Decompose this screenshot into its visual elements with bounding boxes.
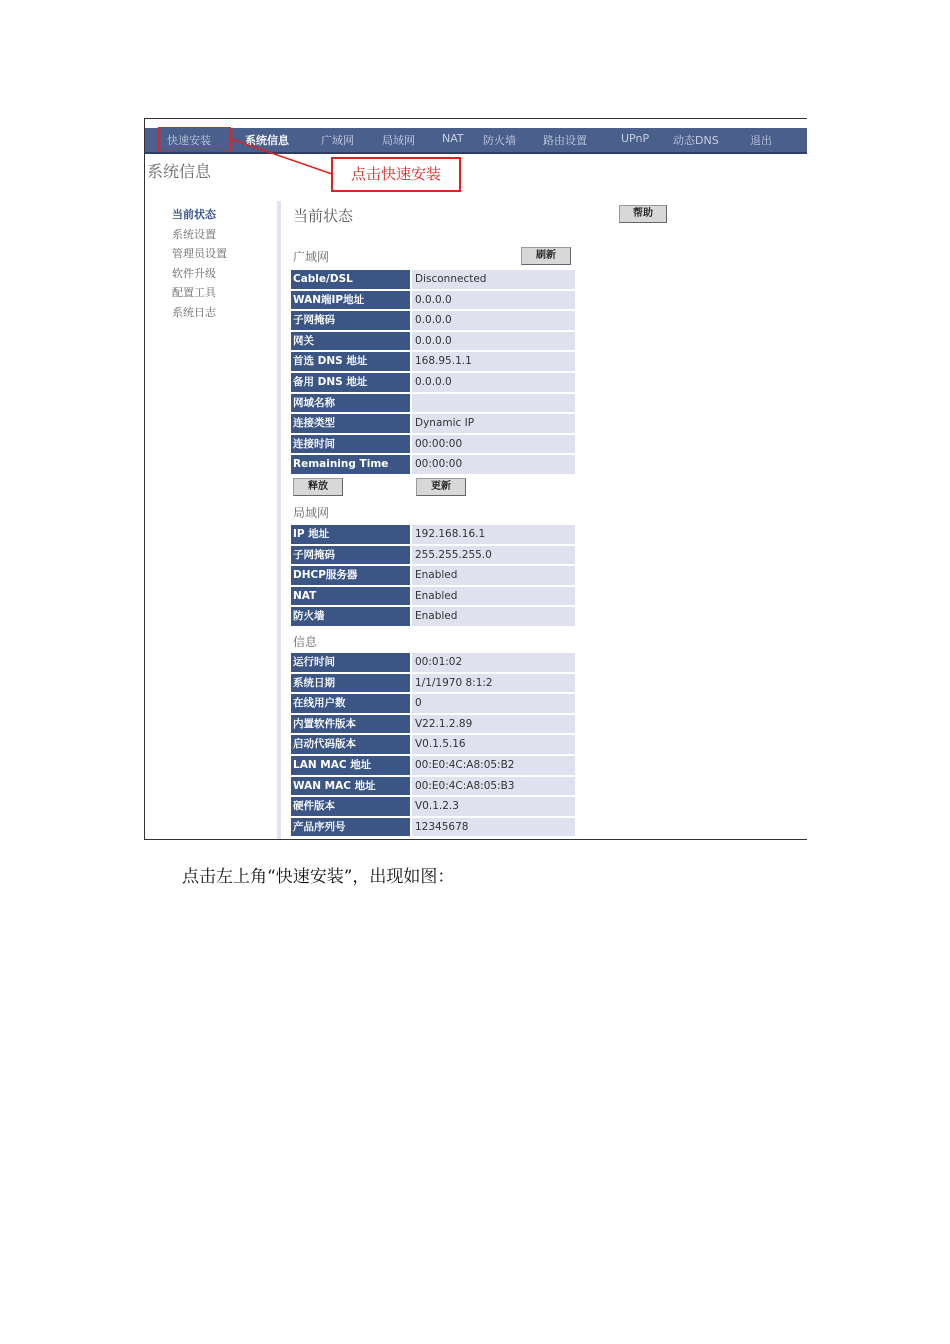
table-row	[291, 435, 575, 456]
row-value: 00:E0:4C:A8:05:B3	[412, 777, 575, 798]
table-row	[291, 694, 575, 715]
table-row	[291, 455, 575, 476]
row-value: Enabled	[412, 566, 575, 587]
table-row	[291, 546, 575, 567]
nav-routing[interactable]: 路由设置	[543, 134, 587, 147]
row-value: V22.1.2.89	[412, 715, 575, 736]
row-value: 192.168.16.1	[412, 525, 575, 546]
row-value: V0.1.5.16	[412, 735, 575, 756]
row-value: Disconnected	[412, 270, 575, 291]
row-label: 备用 DNS 地址	[291, 373, 412, 394]
row-label: Remaining Time	[291, 455, 412, 476]
nav-upnp[interactable]: UPnP	[621, 132, 650, 145]
table-row	[291, 653, 575, 674]
row-label: 产品序列号	[291, 818, 412, 839]
sidebar-item-admin-settings[interactable]: 管理员设置	[172, 247, 227, 260]
sidebar-item-config-tools[interactable]: 配置工具	[172, 286, 216, 299]
row-label: 防火墙	[291, 607, 412, 628]
row-label: 子网掩码	[291, 546, 412, 567]
row-label: 网关	[291, 332, 412, 353]
row-value: 0	[412, 694, 575, 715]
row-label: 网域名称	[291, 394, 412, 415]
nav-system-info[interactable]: 系统信息	[245, 134, 289, 147]
wan-group-title: 广域网	[293, 250, 330, 264]
table-row	[291, 777, 575, 798]
table-row	[291, 373, 575, 394]
help-button[interactable]: 帮助	[619, 205, 667, 223]
nav-ddns[interactable]: 动态DNS	[673, 134, 719, 147]
section-title: 当前状态	[293, 207, 354, 225]
row-label: NAT	[291, 587, 412, 608]
row-value: 0.0.0.0	[412, 311, 575, 332]
router-screenshot	[144, 118, 807, 840]
row-value: 0.0.0.0	[412, 332, 575, 353]
lan-table	[291, 525, 575, 628]
row-label: DHCP服务器	[291, 566, 412, 587]
row-value: 0.0.0.0	[412, 291, 575, 312]
table-row	[291, 818, 575, 839]
table-row	[291, 291, 575, 312]
sidebar-item-firmware-upgrade[interactable]: 软件升级	[172, 266, 216, 280]
table-row	[291, 566, 575, 587]
table-row	[291, 332, 575, 353]
callout-leader-line	[145, 119, 807, 209]
nav-lan[interactable]: 局域网	[382, 134, 415, 147]
table-row	[291, 311, 575, 332]
sidebar-item-current-status[interactable]: 当前状态	[172, 208, 216, 221]
row-label: WAN端IP地址	[291, 291, 412, 312]
row-value: 255.255.255.0	[412, 546, 575, 567]
info-table	[291, 653, 575, 838]
table-row	[291, 735, 575, 756]
row-label: 连接时间	[291, 435, 412, 456]
row-value	[412, 394, 575, 415]
table-row	[291, 715, 575, 736]
row-label: 启动代码版本	[291, 735, 412, 756]
row-value: 168.95.1.1	[412, 352, 575, 373]
callout-label: 点击快速安装	[331, 157, 461, 192]
release-button[interactable]: 释放	[293, 478, 343, 496]
nav-wan[interactable]: 广域网	[321, 134, 354, 147]
table-row	[291, 756, 575, 777]
row-label: 连接类型	[291, 414, 412, 435]
table-row	[291, 674, 575, 695]
row-label: 首选 DNS 地址	[291, 352, 412, 373]
row-label: 子网掩码	[291, 311, 412, 332]
row-label: 硬件版本	[291, 797, 412, 818]
row-value: 00:00:00	[412, 435, 575, 456]
row-label: 系统日期	[291, 674, 412, 695]
row-label: 运行时间	[291, 653, 412, 674]
sidebar-item-system-settings[interactable]: 系统设置	[172, 227, 216, 241]
row-value: Enabled	[412, 607, 575, 628]
table-row	[291, 797, 575, 818]
row-value: 1/1/1970 8:1:2	[412, 674, 575, 695]
nav-logout[interactable]: 退出	[750, 134, 772, 147]
table-row	[291, 414, 575, 435]
table-row	[291, 525, 575, 546]
row-value: 00:01:02	[412, 653, 575, 674]
table-row	[291, 352, 575, 373]
wan-table	[291, 270, 575, 476]
table-row	[291, 587, 575, 608]
row-value: Enabled	[412, 587, 575, 608]
row-value: 0.0.0.0	[412, 373, 575, 394]
info-group-title: 信息	[293, 635, 318, 649]
row-label: IP 地址	[291, 525, 412, 546]
row-value: Dynamic IP	[412, 414, 575, 435]
refresh-button[interactable]: 刷新	[521, 247, 571, 265]
sidebar-menu	[172, 205, 227, 322]
row-value: 00:00:00	[412, 455, 575, 476]
column-divider	[277, 201, 281, 840]
row-value: 12345678	[412, 818, 575, 839]
row-label: LAN MAC 地址	[291, 756, 412, 777]
row-label: 在线用户数	[291, 694, 412, 715]
caption-text: 点击左上角“快速安装”，出现如图：	[182, 867, 455, 887]
nav-nat[interactable]: NAT	[442, 132, 464, 145]
row-value: V0.1.2.3	[412, 797, 575, 818]
page-title: 系统信息	[147, 162, 212, 181]
table-row	[291, 607, 575, 628]
table-row	[291, 270, 575, 291]
lan-group-title: 局域网	[293, 506, 330, 520]
renew-button[interactable]: 更新	[416, 478, 466, 496]
table-row	[291, 394, 575, 415]
row-label: 内置软件版本	[291, 715, 412, 736]
nav-firewall[interactable]: 防火墙	[483, 134, 516, 147]
row-value: 00:E0:4C:A8:05:B2	[412, 756, 575, 777]
nav-quick-setup[interactable]: 快速安装	[167, 134, 211, 147]
row-label: WAN MAC 地址	[291, 777, 412, 798]
row-label: Cable/DSL	[291, 270, 412, 291]
sidebar-item-system-log[interactable]: 系统日志	[172, 305, 216, 319]
